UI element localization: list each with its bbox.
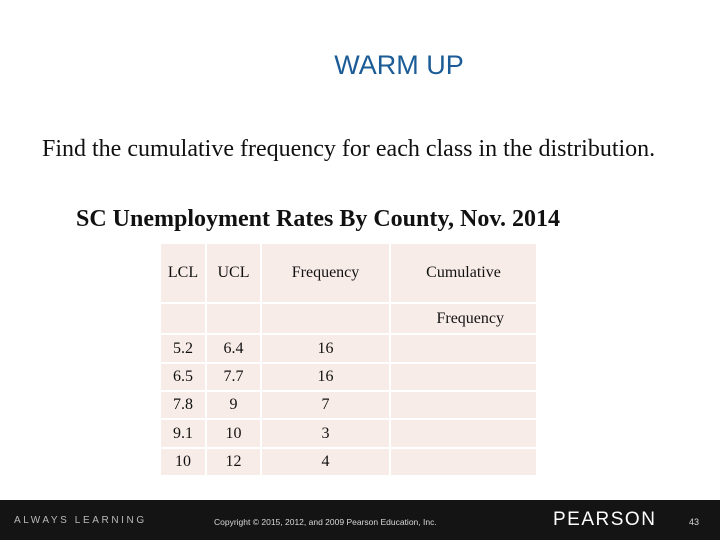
page-number: 43 xyxy=(689,517,700,527)
cell-ucl: 6.4 xyxy=(223,339,244,357)
header-ucl xyxy=(207,244,260,302)
cell-ucl: 10 xyxy=(225,424,242,442)
cell-frequency: 4 xyxy=(321,453,330,470)
table-cell xyxy=(207,364,260,390)
table-cell xyxy=(262,364,389,390)
pearson-logo: PEARSON xyxy=(553,509,657,530)
table-cell xyxy=(391,364,536,390)
header-frequency xyxy=(262,244,389,302)
header-frequency-label: Frequency xyxy=(291,264,360,281)
slide-title: WARM UP xyxy=(334,50,464,80)
cell-lcl: 5.2 xyxy=(173,339,193,357)
table-cell xyxy=(262,449,389,475)
table-cell xyxy=(262,392,389,418)
instruction-text: Find the cumulative frequency for each class in the distribution. xyxy=(42,136,656,162)
cell-lcl: 10 xyxy=(175,453,191,470)
header-blank-ucl xyxy=(207,304,260,333)
header-cumulative-frequency-label: Frequency xyxy=(436,309,504,327)
header-ucl-label: UCL xyxy=(217,264,250,281)
table-cell xyxy=(207,449,260,475)
table-cell xyxy=(391,449,536,475)
cell-lcl: 6.5 xyxy=(173,368,193,385)
cell-frequency: 16 xyxy=(317,339,334,357)
header-cumulative-frequency xyxy=(391,304,536,333)
cell-ucl: 7.7 xyxy=(223,368,244,385)
table-cell xyxy=(262,420,389,447)
cell-frequency: 7 xyxy=(321,396,330,413)
header-lcl xyxy=(161,244,205,302)
header-cumulative xyxy=(391,244,536,302)
table-cell xyxy=(207,392,260,418)
footer-tagline: ALWAYS LEARNING xyxy=(14,515,147,526)
header-cumulative-label: Cumulative xyxy=(426,264,501,281)
table-cell xyxy=(207,335,260,362)
table-cell xyxy=(391,335,536,362)
header-blank-lcl xyxy=(161,304,205,333)
table-cell xyxy=(391,392,536,418)
cell-lcl: 9.1 xyxy=(173,424,193,442)
frequency-table xyxy=(161,244,536,475)
table-cell xyxy=(161,335,205,362)
table-cell xyxy=(262,335,389,362)
footer-bar xyxy=(0,500,720,540)
cell-lcl: 7.8 xyxy=(173,396,193,413)
footer-copyright: Copyright © 2015, 2012, and 2009 Pearson Education, Inc. xyxy=(214,517,437,527)
cell-frequency: 16 xyxy=(317,368,334,385)
table-cell xyxy=(161,364,205,390)
table-cell xyxy=(391,420,536,447)
header-blank-frequency xyxy=(262,304,389,333)
cell-frequency: 3 xyxy=(321,424,330,442)
table-title: SC Unemployment Rates By County, Nov. 2014 xyxy=(76,206,561,232)
table-cell xyxy=(161,449,205,475)
cell-ucl: 9 xyxy=(229,396,238,413)
header-lcl-label: LCL xyxy=(167,264,199,281)
table-cell xyxy=(161,420,205,447)
table-cell xyxy=(207,420,260,447)
cell-ucl: 12 xyxy=(225,453,242,470)
table-cell xyxy=(161,392,205,418)
